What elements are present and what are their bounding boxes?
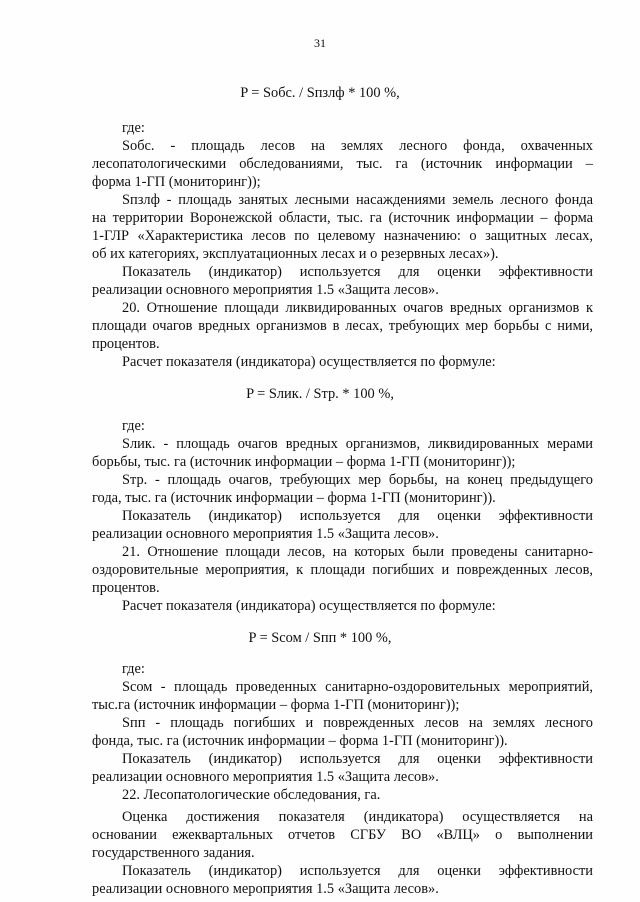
- formula-3: P = Sсом / Sпп * 100 %,: [248, 630, 392, 646]
- text-line: Sтр. - площадь очагов, требующих мер борьбы, на конец предыдущего: [122, 472, 593, 488]
- text-line: Sлик. - площадь очагов вредных организмов, ликвидированных мерами: [122, 436, 593, 452]
- text-line: Показатель (индикатор) используется для оценки эффективности: [122, 264, 593, 280]
- formula-1: P = Sобс. / Sпзлф * 100 %,: [240, 85, 400, 101]
- text-line: форма 1-ГП (мониторинг));: [92, 174, 261, 190]
- text-line: фонда, тыс. га (источник информации – форма 1-ГП (мониторинг)).: [92, 733, 508, 749]
- text-line: Расчет показателя (индикатора) осуществляется по формуле:: [122, 598, 496, 614]
- text-line: Расчет показателя (индикатора) осуществляется по формуле:: [122, 354, 496, 370]
- text-line: где:: [122, 661, 145, 677]
- text-line: 20. Отношение площади ликвидированных очагов вредных организмов к: [122, 300, 593, 316]
- text-line: государственного задания.: [92, 845, 255, 861]
- text-line: об их категориях, эксплуатационных лесах и о резервных лесах»).: [92, 246, 499, 262]
- text-line: реализации основного мероприятия 1.5 «Защита лесов».: [92, 881, 439, 897]
- text-line: 1-ГЛР «Характеристика лесов по целевому назначению: о защитных лесах,: [92, 228, 593, 244]
- text-line: основании ежеквартальных отчетов СГБУ ВО «ВЛЦ» о выполнении: [92, 827, 593, 843]
- text-line: процентов.: [92, 336, 160, 352]
- text-line: площади очагов вредных организмов в лесах, требующих мер борьбы с ними,: [92, 318, 593, 334]
- text-line: процентов.: [92, 580, 160, 596]
- text-line: реализации основного мероприятия 1.5 «Защита лесов».: [92, 769, 439, 785]
- text-line: Показатель (индикатор) используется для оценки эффективности: [122, 863, 593, 879]
- formula-2: P = Sлик. / Sтр. * 100 %,: [246, 386, 394, 402]
- page-number: 31: [314, 36, 326, 50]
- text-line: на территории Воронежской области, тыс. га (источник информации – форма: [92, 210, 593, 226]
- text-line: Показатель (индикатор) используется для оценки эффективности: [122, 751, 593, 767]
- text-line: лесопатологическими обследованиями, тыс. га (источник информации –: [92, 156, 593, 172]
- text-line: борьбы, тыс. га (источник информации – форма 1-ГП (мониторинг));: [92, 454, 516, 470]
- text-line: Sпзлф - площадь занятых лесными насаждениями земель лесного фонда: [122, 192, 593, 208]
- text-line: Sобс. - площадь лесов на землях лесного фонда, охваченных: [122, 138, 593, 154]
- text-line: Sпп - площадь погибших и поврежденных лесов на землях лесного: [122, 715, 593, 731]
- text-line: оздоровительные мероприятия, к площади погибших и поврежденных лесов,: [92, 562, 593, 578]
- text-line: реализации основного мероприятия 1.5 «Защита лесов».: [92, 282, 439, 298]
- text-line: 21. Отношение площади лесов, на которых были проведены санитарно-: [122, 544, 593, 560]
- text-line: где:: [122, 418, 145, 434]
- text-line: реализации основного мероприятия 1.5 «Защита лесов».: [92, 526, 439, 542]
- text-line: Показатель (индикатор) используется для оценки эффективности: [122, 508, 593, 524]
- text-line: где:: [122, 120, 145, 136]
- text-line: Sсом - площадь проведенных санитарно-оздоровительных мероприятий,: [122, 679, 593, 695]
- text-line: Оценка достижения показателя (индикатора) осуществляется на: [122, 809, 593, 825]
- text-line: 22. Лесопатологические обследования, га.: [122, 787, 381, 803]
- text-line: тыс.га (источник информации – форма 1-ГП (мониторинг));: [92, 697, 460, 713]
- text-line: года, тыс. га (источник информации – форма 1-ГП (мониторинг)).: [92, 490, 496, 506]
